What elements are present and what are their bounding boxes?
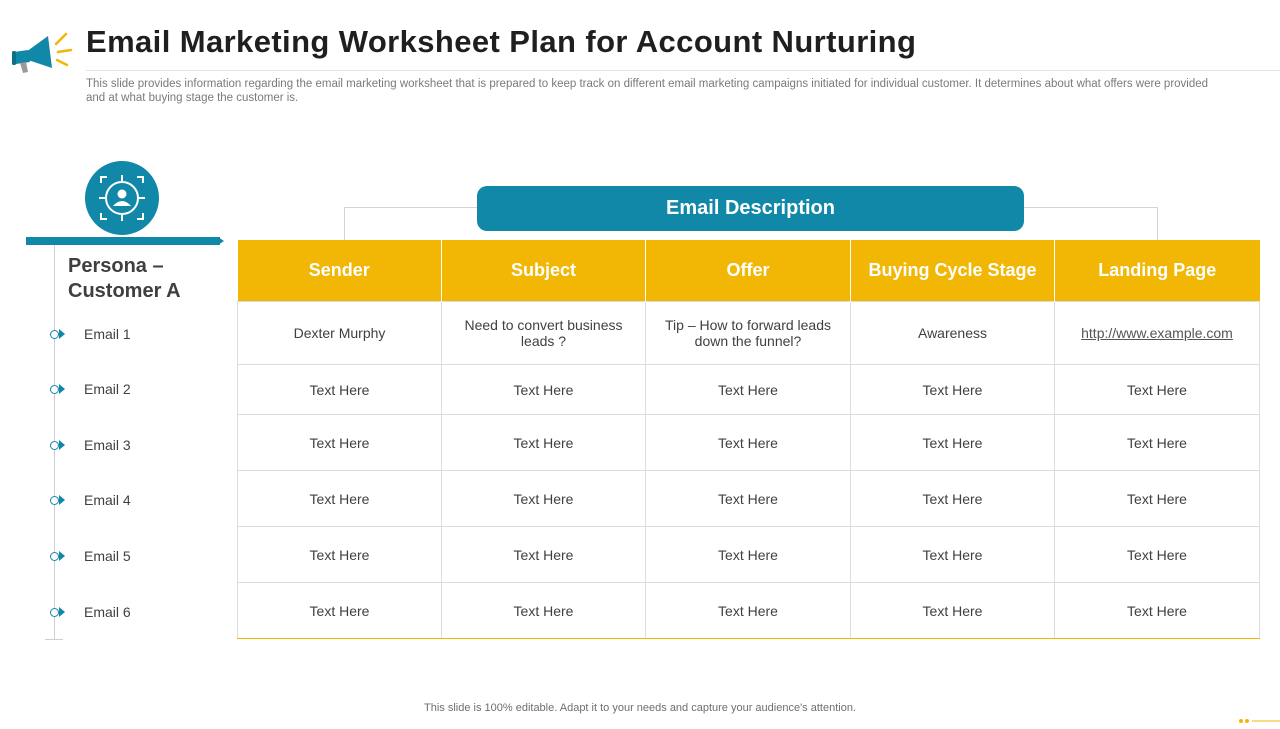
- arrow-right-icon: [59, 607, 65, 617]
- email-label: Email 4: [84, 492, 131, 508]
- email-list-item: [48, 325, 208, 347]
- page-title: Email Marketing Worksheet Plan for Account Nurturing: [86, 24, 917, 59]
- landing-page-link[interactable]: http://www.example.com: [1081, 325, 1233, 341]
- table-header-row: [238, 240, 1260, 302]
- megaphone-icon: [4, 24, 76, 76]
- footer-note: This slide is 100% editable. Adapt it to your needs and capture your audience's attention.: [424, 702, 856, 714]
- table-cell: Text Here: [646, 471, 851, 527]
- arrow-right-icon: [59, 551, 65, 561]
- persona-header-bar: [26, 237, 220, 245]
- column-header-sender: Sender: [238, 240, 442, 302]
- arrow-right-icon: [59, 329, 65, 339]
- arrow-right-icon: [59, 384, 65, 394]
- table-cell: Text Here: [646, 365, 851, 415]
- table-cell: Text Here: [851, 365, 1055, 415]
- table-cell: Text Here: [442, 415, 646, 471]
- timeline-node: [50, 385, 59, 394]
- table-cell-link: [1055, 302, 1260, 365]
- email-list-item: [48, 380, 208, 402]
- table-cell: Text Here: [646, 583, 851, 639]
- email-label: Email 6: [84, 604, 131, 620]
- slide-description: This slide provides information regarding the email marketing worksheet that is prepared to keep track on different email marketing campaigns initiated for individual customer. It determines about what offers were provided and at what buying stage the customer is.: [86, 78, 1209, 104]
- column-header-offer: Offer: [646, 240, 851, 302]
- table-cell: Text Here: [442, 471, 646, 527]
- table-cell: Text Here: [646, 415, 851, 471]
- table-cell: Text Here: [1055, 471, 1260, 527]
- timeline-node: [50, 441, 59, 450]
- table-cell: Awareness: [851, 302, 1055, 365]
- table-cell: Need to convert business leads ?: [442, 302, 646, 365]
- table-cell: Text Here: [442, 365, 646, 415]
- target-user-icon: [85, 161, 159, 235]
- timeline-node: [50, 330, 59, 339]
- email-label: Email 1: [84, 326, 131, 342]
- timeline-node: [50, 552, 59, 561]
- email-label: Email 2: [84, 381, 131, 397]
- table-row: [238, 471, 1260, 527]
- email-description-header: Email Description: [477, 186, 1024, 231]
- table-cell: Tip – How to forward leads down the funnel?: [646, 302, 851, 365]
- email-worksheet-table: [237, 240, 1260, 639]
- table-cell: Text Here: [442, 583, 646, 639]
- timeline-node: [50, 608, 59, 617]
- table-cell: Text Here: [1055, 415, 1260, 471]
- email-label: Email 5: [84, 548, 131, 564]
- title-divider: [86, 70, 1280, 71]
- table-cell: Text Here: [1055, 583, 1260, 639]
- email-list-item: [48, 547, 208, 569]
- table-row: [238, 583, 1260, 639]
- persona-title: Persona – Customer A: [68, 255, 181, 302]
- footer-decoration: [1238, 711, 1280, 717]
- table-row: [238, 302, 1260, 365]
- table-cell: Text Here: [238, 471, 442, 527]
- table-cell: Text Here: [238, 583, 442, 639]
- arrow-right-icon: [59, 440, 65, 450]
- table-cell: Text Here: [238, 365, 442, 415]
- table-row: [238, 527, 1260, 583]
- table-cell: Text Here: [442, 527, 646, 583]
- column-header-buying-cycle-stage: Buying Cycle Stage: [851, 240, 1055, 302]
- table-cell: Text Here: [238, 527, 442, 583]
- table-cell: Text Here: [851, 583, 1055, 639]
- table-cell: Text Here: [1055, 365, 1260, 415]
- table-cell: Text Here: [646, 527, 851, 583]
- table-cell: Text Here: [851, 415, 1055, 471]
- arrow-right-icon: [59, 495, 65, 505]
- table-cell: Text Here: [238, 415, 442, 471]
- email-list-item: [48, 436, 208, 458]
- email-list-item: [48, 603, 208, 625]
- email-label: Email 3: [84, 437, 131, 453]
- column-header-landing-page: Landing Page: [1055, 240, 1260, 302]
- email-list-item: [48, 491, 208, 513]
- table-row: [238, 415, 1260, 471]
- table-cell: Dexter Murphy: [238, 302, 442, 365]
- column-header-subject: Subject: [442, 240, 646, 302]
- persona-bar-arrow: [218, 237, 224, 245]
- table-row: [238, 365, 1260, 415]
- table-cell: Text Here: [851, 471, 1055, 527]
- table-cell: Text Here: [851, 527, 1055, 583]
- timeline-foot: [45, 639, 63, 640]
- table-cell: Text Here: [1055, 527, 1260, 583]
- timeline-node: [50, 496, 59, 505]
